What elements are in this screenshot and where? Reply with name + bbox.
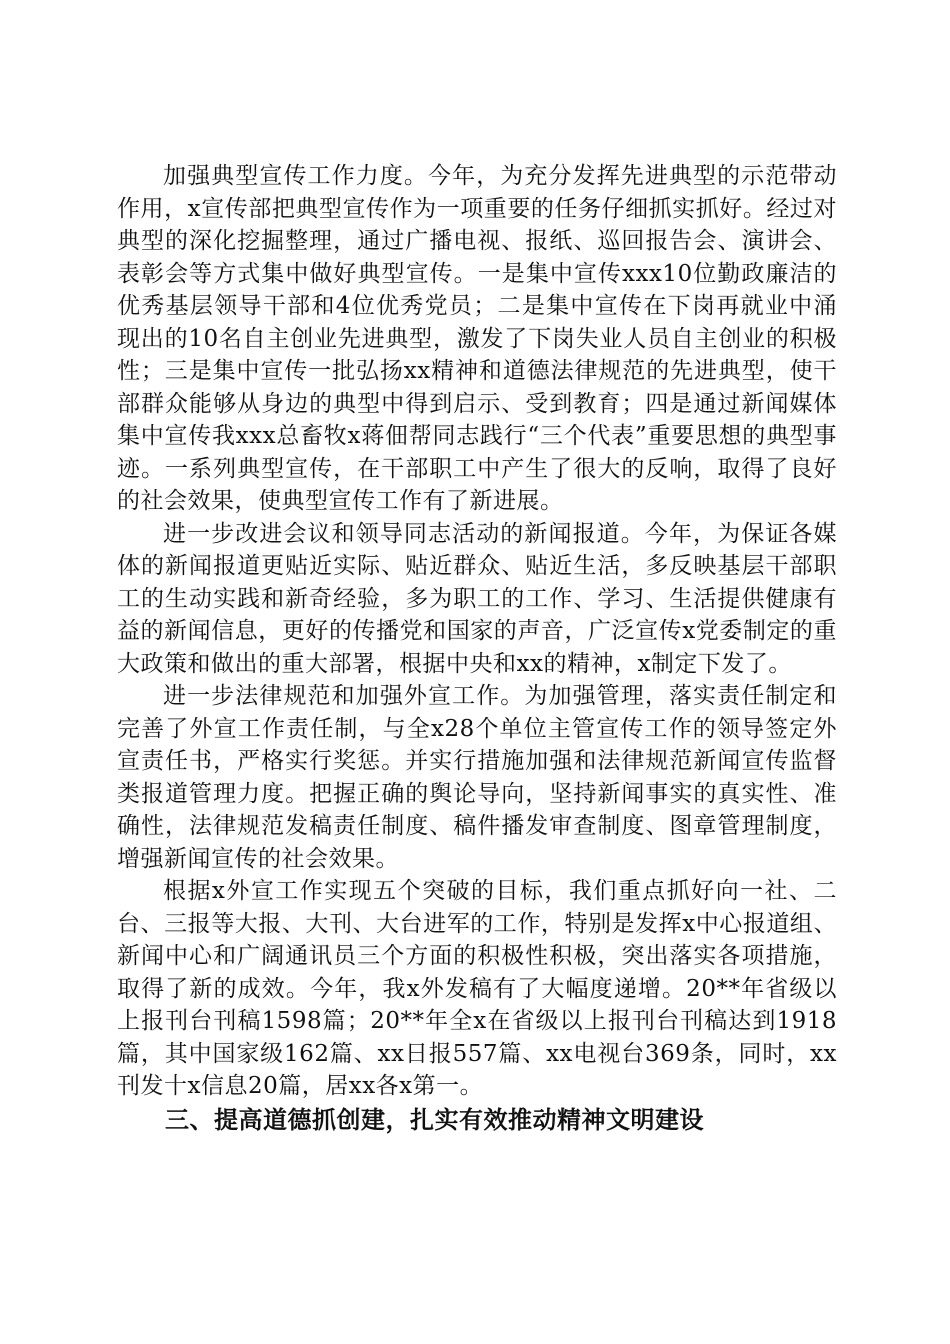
paragraph-typical-publicity: 加强典型宣传工作力度。今年，为充分发挥先进典型的示范带动作用，x宣传部把典型宣传作为一项重要的任务仔细抓实抓好。经过对典型的深化挖掘整理，通过广播电视、报纸、巡回报告会、演讲会、表彰会等方式集中做好典型宣传。一是集中宣传xxx10位勤政廉洁的优秀基层领导干部和4位优秀党员；二是集中宣传在下岗再就业中涌现出的10名自主创业先进典型，激发了下岗失业人员自主创业的积极性；三是集中宣传一批弘扬xx精神和道德法律规范的先进典型，使干部群众能够从身边的典型中得到启示、受到教育；四是通过新闻媒体集中宣传我xxx总畜牧x蒋佃帮同志践行“三个代表”重要思想的典型事迹。一系列典型宣传，在干部职工中产生了很大的反响，取得了良好的社会效果，使典型宣传工作有了新进展。 xyxy=(117,163,837,514)
document-page xyxy=(117,160,837,1137)
paragraph-publicity-results: 根据x外宣工作实现五个突破的目标，我们重点抓好向一社、二台、三报等大报、大刊、大台进军的工作，特别是发挥x中心报道组、新闻中心和广阔通讯员三个方面的积极性积极，突出落实各项措施，取得了新的成效。今年，我x外发稿有了大幅度递增。20**年省级以上报刊台刊稿1598篇；20**年全x在省级以上报刊台刊稿达到1918篇，其中国家级162篇、xx日报557篇、xx电视台369条，同时，xx刊发十x信息20篇，居xx各x第一。 xyxy=(117,878,837,1099)
section-heading: 三、提高道德抓创建，扎实有效推动精神文明建设 xyxy=(165,1104,704,1134)
paragraph-external-publicity: 进一步法律规范和加强外宣工作。为加强管理，落实责任制定和完善了外宣工作责任制，与全x28个单位主管宣传工作的领导签定外宣责任书，严格实行奖惩。并实行措施加强和法律规范新闻宣传监督类报道管理力度。把握正确的舆论导向，坚持新闻事实的真实性、准确性，法律规范发稿责任制度、稿件播发审查制度、图章管理制度，增强新闻宣传的社会效果。 xyxy=(117,683,837,872)
paragraph-news-reporting: 进一步改进会议和领导同志活动的新闻报道。今年，为保证各媒体的新闻报道更贴近实际、贴近群众、贴近生活，多反映基层干部职工的生动实践和新奇经验，多为职工的工作、学习、生活提供健康有益的新闻信息，更好的传播党和国家的声音，广泛宣传x党委制定的重大政策和做出的重大部署，根据中央和xx的精神，x制定下发了。 xyxy=(117,520,837,677)
